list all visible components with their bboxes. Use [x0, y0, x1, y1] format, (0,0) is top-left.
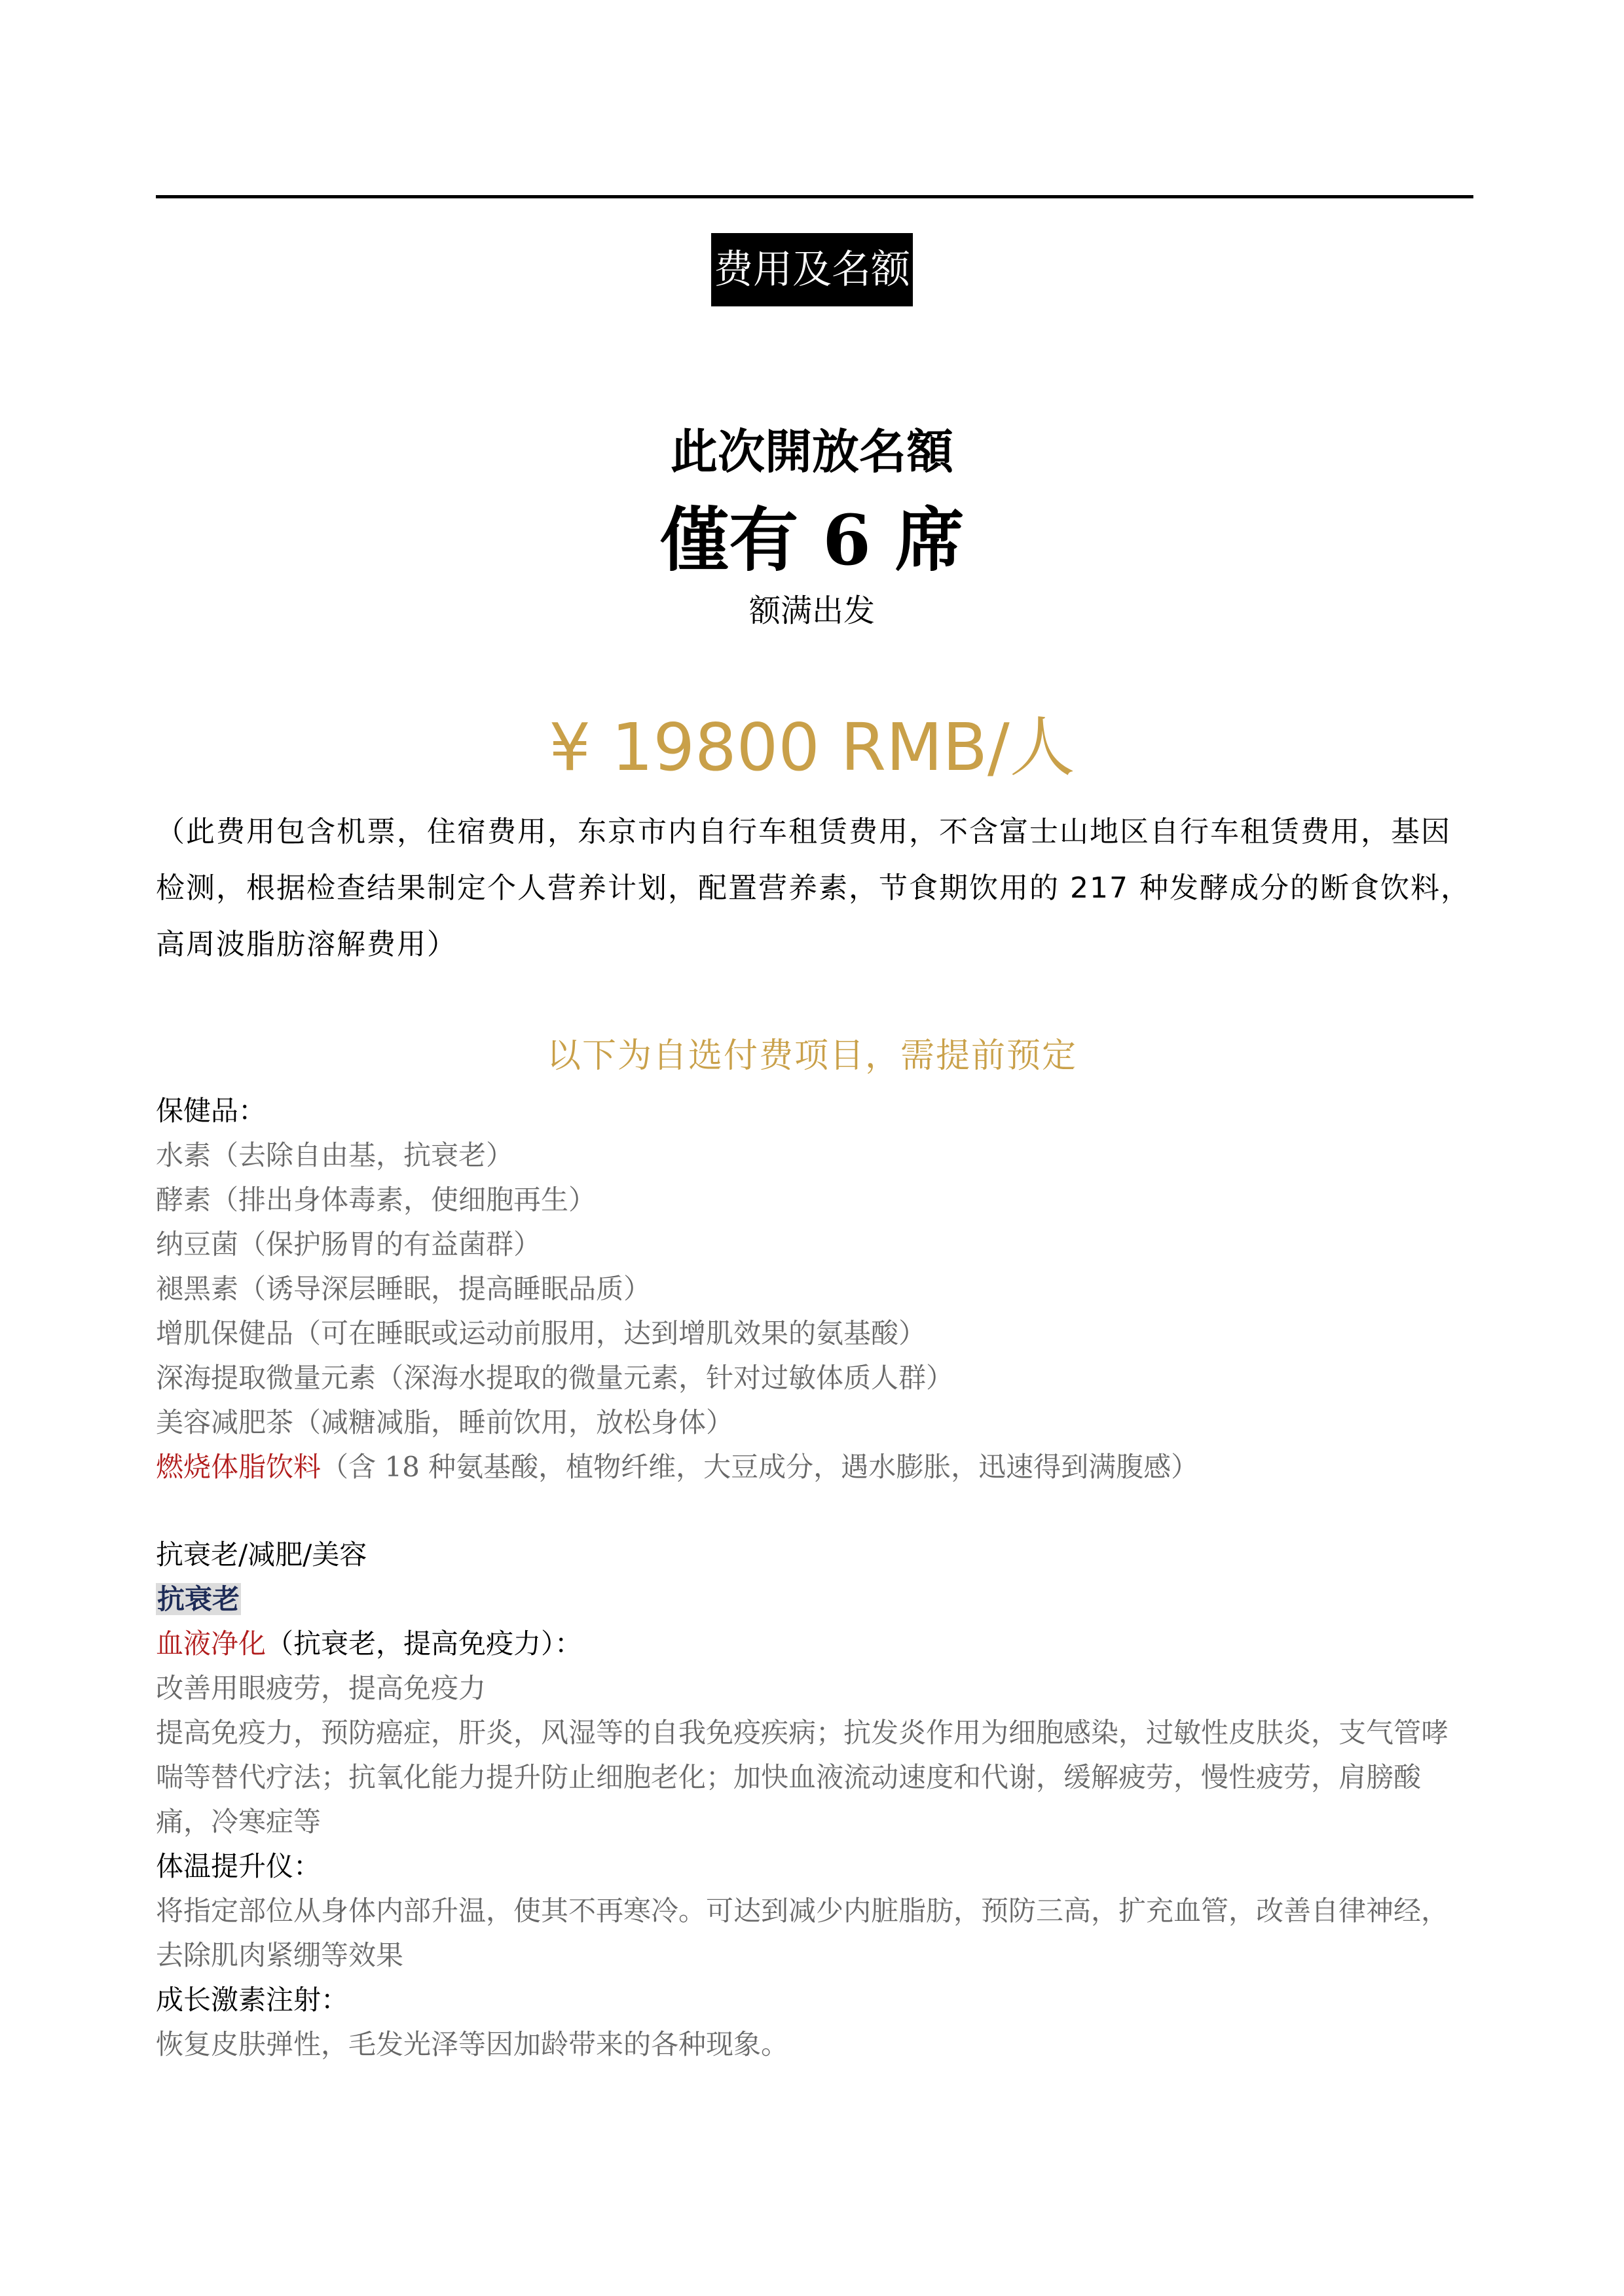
- supplement-item: 纳豆菌（保护肠胃的有益菌群）: [156, 1228, 542, 1260]
- section-title-label: 费用及名额: [711, 233, 913, 306]
- price-includes: （此费用包含机票，住宿费用，东京市内自行车租赁费用，不含富士山地区自行车租赁费用，基因检测，根据检查结果制定个人营养计划，配置营养素，节食期饮用的 217 种发酵成分的断食饮料，高周波脂肪溶解费用）: [156, 815, 1471, 961]
- growth-hormone-paragraph: 恢复皮肤弹性，毛发光泽等因加龄带来的各种现象。: [156, 2028, 789, 2060]
- supplements-heading: 保健品：: [156, 1095, 267, 1127]
- supplement-item: 酵素（排出身体毒素，使细胞再生）: [156, 1184, 597, 1216]
- supplement-item: 水素（去除自由基，抗衰老）: [156, 1139, 514, 1171]
- blood-purification-paragraph: 提高免疫力，预防癌症，肝炎，风湿等的自我免疫疾病；抗发炎作用为细胞感染，过敏性皮肤炎，支气管哮喘等替代疗法；抗氧化能力提升防止细胞老化；加快血液流动速度和代谢，缓解疲劳，慢性疲劳，肩膀酸痛，冷寒症等: [156, 1717, 1449, 1838]
- blood-purification-desc: （抗衰老，提高免疫力）：: [266, 1628, 583, 1660]
- blood-purification-name: 血液净化: [156, 1628, 267, 1660]
- supplement-item: 深海提取微量元素（深海水提取的微量元素，针对过敏体质人群）: [156, 1362, 954, 1394]
- seats-note: 额满出发: [748, 592, 875, 629]
- supplement-item: 美容减肥茶（减糖减脂，睡前饮用，放松身体）: [156, 1406, 734, 1438]
- temperature-device-paragraph: 将指定部位从身体内部升温，使其不再寒冷。可达到减少内脏脂肪，预防三高，扩充血管，改善自律神经，去除肌肉紧绷等效果: [156, 1895, 1449, 1971]
- anti-aging-subheading-label: 抗衰老: [157, 1583, 240, 1615]
- anti-aging-subheading: [156, 1577, 1473, 1622]
- anti-aging-heading: 抗衰老/减肥/美容: [156, 1539, 367, 1571]
- section-title: [0, 233, 1624, 306]
- seats-count: 僅有 6 席: [659, 499, 965, 581]
- growth-hormone-title: 成长激素注射：: [156, 1984, 349, 2016]
- supplement-item: 褪黑素（诱导深层睡眠，提高睡眠品质）: [156, 1273, 652, 1305]
- top-divider: [156, 195, 1473, 198]
- spacer: [156, 1489, 1473, 1533]
- blood-purification-line: 改善用眼疲劳，提高免疫力: [156, 1672, 487, 1704]
- supplement-item-fat-burning: [156, 1445, 1473, 1489]
- temperature-device-title: 体温提升仪：: [156, 1850, 322, 1882]
- supplement-item-name: 燃烧体脂饮料: [156, 1451, 322, 1483]
- price: ¥ 19800 RMB/人: [549, 709, 1075, 786]
- optional-items-content: [156, 1089, 1473, 2067]
- blood-purification-title: [156, 1622, 1473, 1666]
- supplement-item: 增肌保健品（可在睡眠或运动前服用，达到增肌效果的氨基酸）: [156, 1317, 927, 1349]
- supplement-item-desc: （含 18 种氨基酸，植物纤维，大豆成分，遇水膨胀，迅速得到满腹感）: [321, 1451, 1199, 1483]
- optional-items-title: 以下为自选付费项目，需提前预定: [546, 1036, 1077, 1076]
- seats-label: 此次開放名額: [670, 424, 953, 479]
